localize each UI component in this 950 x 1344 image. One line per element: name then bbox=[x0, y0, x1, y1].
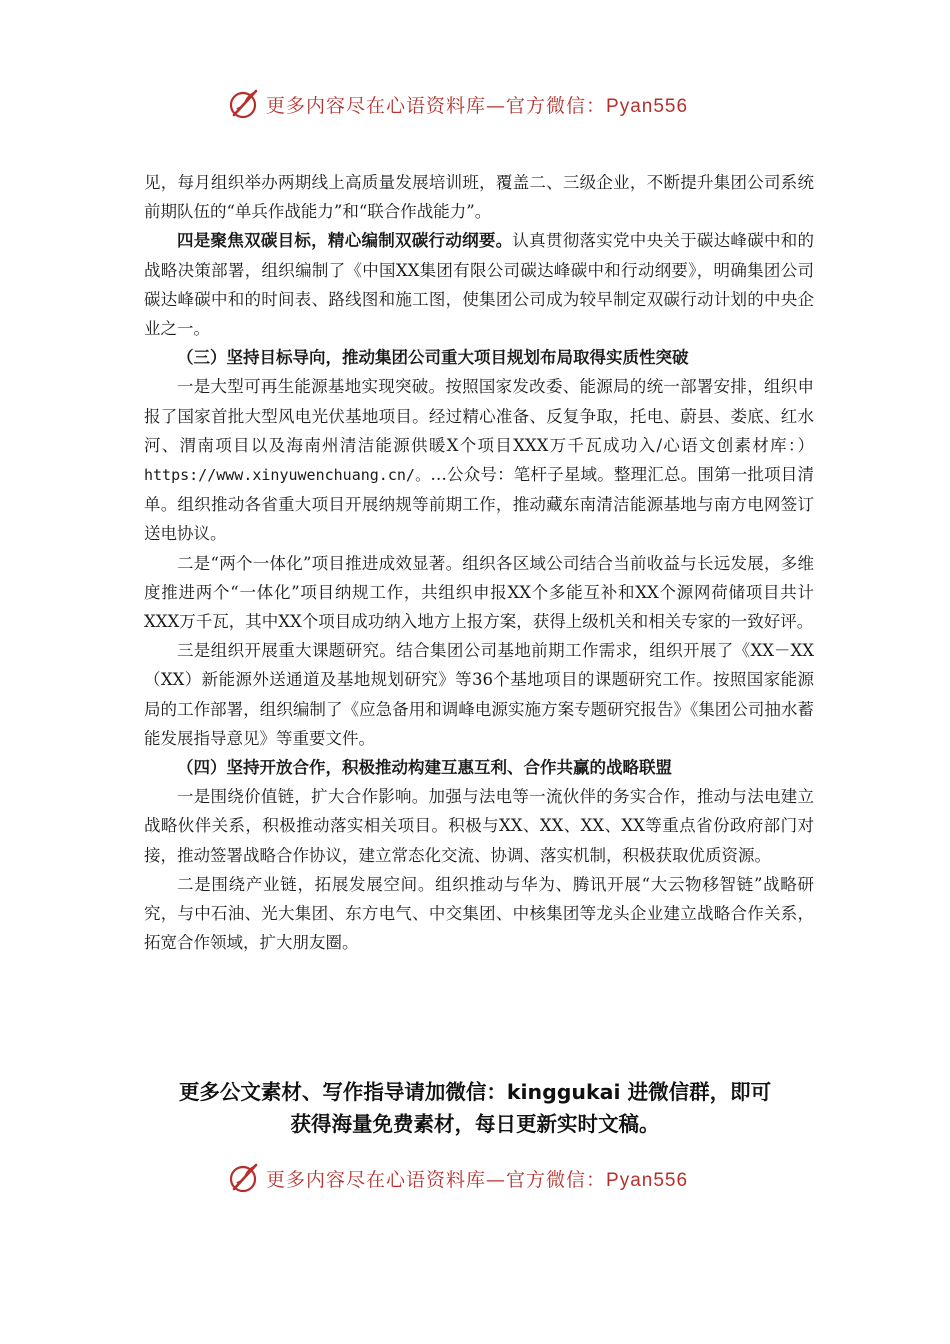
footer-banner bbox=[228, 1158, 688, 1198]
footer-banner-text: 更多内容尽在心语资料库—官方微信：Pyan556 bbox=[266, 1168, 689, 1191]
paragraph: 二是“两个一体化”项目推进成效显著。组织各区域公司结合当前收益与长远发展，多维度推进两个“一体化”项目纳规工作，共组织申报XX个多能互补和XX个源网荷储项目共计XXX万千瓦，其中XX个项目成功纳入地方上报方案，获得上级机关和相关专家的一致好评。 bbox=[144, 553, 814, 632]
source-url: https://www.xinyuwenchuang.cn/。 bbox=[144, 466, 431, 485]
footer-promo-note bbox=[100, 1076, 850, 1140]
footer-promo-line: 更多公文素材、写作指导请加微信：kinggukai 进微信群，即可 bbox=[178, 1080, 772, 1104]
footer-promo-line: 获得海量免费素材，每日更新实时文稿。 bbox=[290, 1112, 660, 1136]
paragraph-text: 认真贯彻落实党中央关于碳达峰碳中和的战略决策部署，组织编制了《中国XX集团有限公司碳达峰碳中和行动纲要》，明确集团公司碳达峰碳中和的时间表、路线图和施工图，使集团公司成为较早制定双碳行动计划的中央企业之一。 bbox=[144, 231, 815, 339]
paragraph: 见，每月组织举办两期线上高质量发展培训班，覆盖二、三级企业，不断提升集团公司系统前期队伍的“单兵作战能力”和“联合作战能力”。 bbox=[144, 173, 814, 222]
paragraph: 二是围绕产业链，拓展发展空间。组织推动与华为、腾讯开展“大云物移智链”战略研究，与中石油、光大集团、东方电气、中交集团、中核集团等龙头企业建立战略合作关系，拓宽合作领域，扩大朋友圈。 bbox=[144, 874, 814, 953]
paragraph: 三是组织开展重大课题研究。结合集团公司基地前期工作需求，组织开展了《XX－XX（XX）新能源外送通道及基地规划研究》等36个基地项目的课题研究工作。按照国家能源局的工作部署，组织编制了《应急备用和调峰电源实施方案专题研究报告》《集团公司抽水蓄能发展指导意见》等重要文件。 bbox=[144, 641, 814, 748]
quill-logo-icon bbox=[228, 1161, 262, 1195]
paragraph: 一是围绕价值链，扩大合作影响。加强与法电等一流伙伴的务实合作，推动与法电建立战略伙伴关系，积极推动落实相关项目。积极与XX、XX、XX、XX等重点省份政府部门对接，推动签署战略合作协议，建立常态化交流、协调、落实机制，积极获取优质资源。 bbox=[144, 787, 814, 865]
paragraph-text: 一是大型可再生能源基地实现突破。按照国家发改委、能源局的统一部署安排，组织申报了国家首批大型风电光伏基地项目。经过精心准备、反复争取，托电、蔚县、娄底、红水河、渭南项目以及海南州清洁能源供暖X个项目XXX万千瓦成功入/心语文创素材库：） bbox=[144, 377, 814, 455]
header-banner bbox=[228, 84, 688, 124]
paragraph bbox=[144, 226, 814, 343]
paragraph-lead: 四是聚焦双碳目标，精心编制双碳行动纲要。 bbox=[177, 231, 513, 251]
paragraph bbox=[144, 372, 814, 548]
quill-logo-icon bbox=[228, 87, 262, 121]
paragraph-text: …公众号：笔杆子星域。整理汇总。围第一批项目清单。组织推动各省重大项目开展纳规等前期工作，推动藏东南清洁能源基地与南方电网签订送电协议。 bbox=[144, 465, 814, 544]
section-heading: （四）坚持开放合作，积极推动构建互惠互利、合作共赢的战略联盟 bbox=[177, 758, 672, 778]
header-wechat-handle: Pyan556 bbox=[606, 95, 689, 117]
section-heading: （三）坚持目标导向，推动集团公司重大项目规划布局取得实质性突破 bbox=[177, 348, 689, 368]
footer-wechat-handle: Pyan556 bbox=[606, 1169, 689, 1191]
header-banner-text: 更多内容尽在心语资料库—官方微信：Pyan556 bbox=[266, 94, 689, 117]
document-body bbox=[144, 168, 814, 957]
